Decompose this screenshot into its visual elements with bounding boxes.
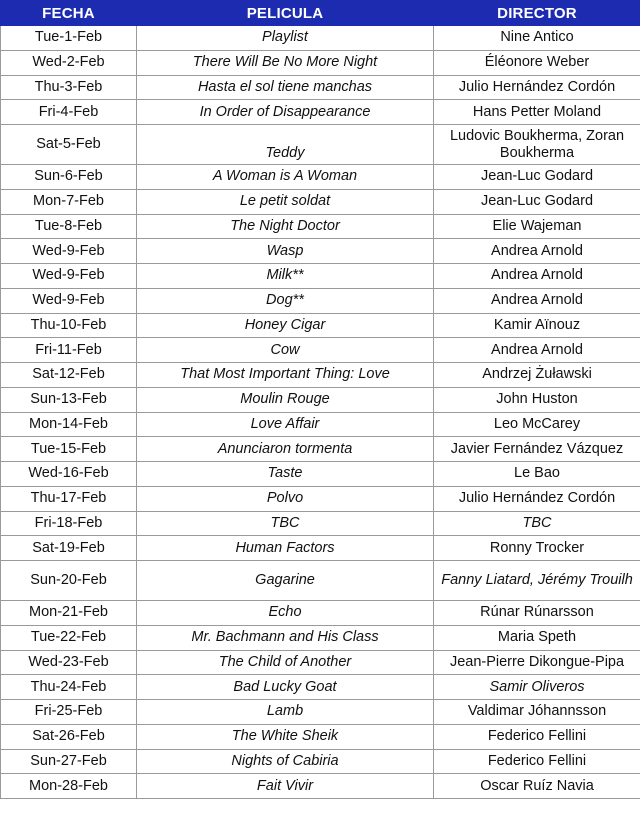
title-cell: Wasp (137, 239, 434, 264)
title-cell: Nights of Cabiria (137, 749, 434, 774)
table-row (1, 749, 640, 774)
date-cell: Sun-20-Feb (1, 561, 137, 601)
director-cell: Maria Speth (434, 625, 640, 650)
director-cell: Andrea Arnold (434, 288, 640, 313)
title-cell: The Child of Another (137, 650, 434, 675)
table-header (1, 1, 640, 26)
date-cell: Sat-12-Feb (1, 363, 137, 388)
date-cell: Thu-3-Feb (1, 75, 137, 100)
table-row (1, 313, 640, 338)
title-cell: Echo (137, 601, 434, 626)
director-cell: TBC (434, 511, 640, 536)
title-cell: Gagarine (137, 561, 434, 601)
director-cell: Andrea Arnold (434, 338, 640, 363)
date-cell: Tue-15-Feb (1, 437, 137, 462)
table-row (1, 75, 640, 100)
date-cell: Sat-5-Feb (1, 125, 137, 165)
title-cell: Hasta el sol tiene manchas (137, 75, 434, 100)
date-cell: Sun-6-Feb (1, 165, 137, 190)
title-cell: Love Affair (137, 412, 434, 437)
date-cell: Sun-13-Feb (1, 387, 137, 412)
table-row (1, 125, 640, 165)
date-cell: Thu-17-Feb (1, 486, 137, 511)
table-row (1, 363, 640, 388)
date-cell: Thu-10-Feb (1, 313, 137, 338)
title-cell: Milk** (137, 264, 434, 289)
title-cell: Lamb (137, 700, 434, 725)
header-row (1, 1, 640, 26)
title-cell: TBC (137, 511, 434, 536)
table-row (1, 50, 640, 75)
table-row (1, 675, 640, 700)
director-cell: John Huston (434, 387, 640, 412)
title-cell: The White Sheik (137, 724, 434, 749)
table-row (1, 214, 640, 239)
table-row (1, 462, 640, 487)
table-row (1, 536, 640, 561)
date-cell: Mon-21-Feb (1, 601, 137, 626)
table-row (1, 412, 640, 437)
title-cell: Cow (137, 338, 434, 363)
table-row (1, 437, 640, 462)
table-row (1, 264, 640, 289)
director-cell: Jean-Luc Godard (434, 165, 640, 190)
table-row (1, 239, 640, 264)
table-row (1, 724, 640, 749)
date-cell: Mon-14-Feb (1, 412, 137, 437)
title-cell: Bad Lucky Goat (137, 675, 434, 700)
director-cell: Javier Fernández Vázquez (434, 437, 640, 462)
title-cell: Anunciaron tormenta (137, 437, 434, 462)
date-cell: Fri-11-Feb (1, 338, 137, 363)
director-cell: Nine Antico (434, 26, 640, 51)
director-cell: Hans Petter Moland (434, 100, 640, 125)
table-body (1, 26, 640, 799)
date-cell: Tue-22-Feb (1, 625, 137, 650)
director-cell: Jean-Luc Godard (434, 189, 640, 214)
table-row (1, 486, 640, 511)
title-cell: Honey Cigar (137, 313, 434, 338)
table-row (1, 26, 640, 51)
title-cell: Mr. Bachmann and His Class (137, 625, 434, 650)
date-cell: Sun-27-Feb (1, 749, 137, 774)
date-cell: Sat-26-Feb (1, 724, 137, 749)
director-cell: Rúnar Rúnarsson (434, 601, 640, 626)
table-row (1, 338, 640, 363)
director-cell: Andrea Arnold (434, 264, 640, 289)
table-row (1, 189, 640, 214)
table-row (1, 774, 640, 799)
date-cell: Wed-9-Feb (1, 288, 137, 313)
table-row (1, 601, 640, 626)
table-row (1, 650, 640, 675)
title-cell: A Woman is A Woman (137, 165, 434, 190)
title-cell: That Most Important Thing: Love (137, 363, 434, 388)
date-cell: Fri-4-Feb (1, 100, 137, 125)
director-cell: Federico Fellini (434, 749, 640, 774)
title-cell: Polvo (137, 486, 434, 511)
date-cell: Wed-9-Feb (1, 264, 137, 289)
header-pelicula: PELICULA (137, 1, 434, 26)
director-cell: Oscar Ruíz Navia (434, 774, 640, 799)
title-cell: Le petit soldat (137, 189, 434, 214)
director-cell: Julio Hernández Cordón (434, 75, 640, 100)
director-cell: Ronny Trocker (434, 536, 640, 561)
title-cell: The Night Doctor (137, 214, 434, 239)
director-cell: Valdimar Jóhannsson (434, 700, 640, 725)
table-row (1, 700, 640, 725)
title-cell: Moulin Rouge (137, 387, 434, 412)
director-cell: Kamir Aïnouz (434, 313, 640, 338)
table-row (1, 561, 640, 601)
title-cell: There Will Be No More Night (137, 50, 434, 75)
date-cell: Wed-23-Feb (1, 650, 137, 675)
table-row (1, 165, 640, 190)
director-cell: Éléonore Weber (434, 50, 640, 75)
title-cell: Fait Vivir (137, 774, 434, 799)
date-cell: Fri-25-Feb (1, 700, 137, 725)
table-row (1, 625, 640, 650)
director-cell: Ludovic Boukherma, Zoran Boukherma (434, 125, 640, 165)
table-row (1, 100, 640, 125)
director-cell: Andrea Arnold (434, 239, 640, 264)
title-cell: Human Factors (137, 536, 434, 561)
header-fecha: FECHA (1, 1, 137, 26)
director-cell: Le Bao (434, 462, 640, 487)
title-cell: Dog** (137, 288, 434, 313)
date-cell: Fri-18-Feb (1, 511, 137, 536)
director-cell: Fanny Liatard, Jérémy Trouilh (434, 561, 640, 601)
title-cell: Teddy (137, 125, 434, 165)
title-cell: Taste (137, 462, 434, 487)
director-cell: Jean-Pierre Dikongue-Pipa (434, 650, 640, 675)
director-cell: Federico Fellini (434, 724, 640, 749)
date-cell: Wed-2-Feb (1, 50, 137, 75)
director-cell: Elie Wajeman (434, 214, 640, 239)
director-cell: Samir Oliveros (434, 675, 640, 700)
table-row (1, 511, 640, 536)
title-cell: In Order of Disappearance (137, 100, 434, 125)
table-row (1, 288, 640, 313)
director-cell: Julio Hernández Cordón (434, 486, 640, 511)
date-cell: Wed-16-Feb (1, 462, 137, 487)
date-cell: Tue-1-Feb (1, 26, 137, 51)
date-cell: Thu-24-Feb (1, 675, 137, 700)
date-cell: Sat-19-Feb (1, 536, 137, 561)
table-row (1, 387, 640, 412)
date-cell: Mon-28-Feb (1, 774, 137, 799)
header-director: DIRECTOR (434, 1, 640, 26)
title-cell: Playlist (137, 26, 434, 51)
date-cell: Wed-9-Feb (1, 239, 137, 264)
date-cell: Mon-7-Feb (1, 189, 137, 214)
director-cell: Andrzej Żuławski (434, 363, 640, 388)
director-cell: Leo McCarey (434, 412, 640, 437)
date-cell: Tue-8-Feb (1, 214, 137, 239)
